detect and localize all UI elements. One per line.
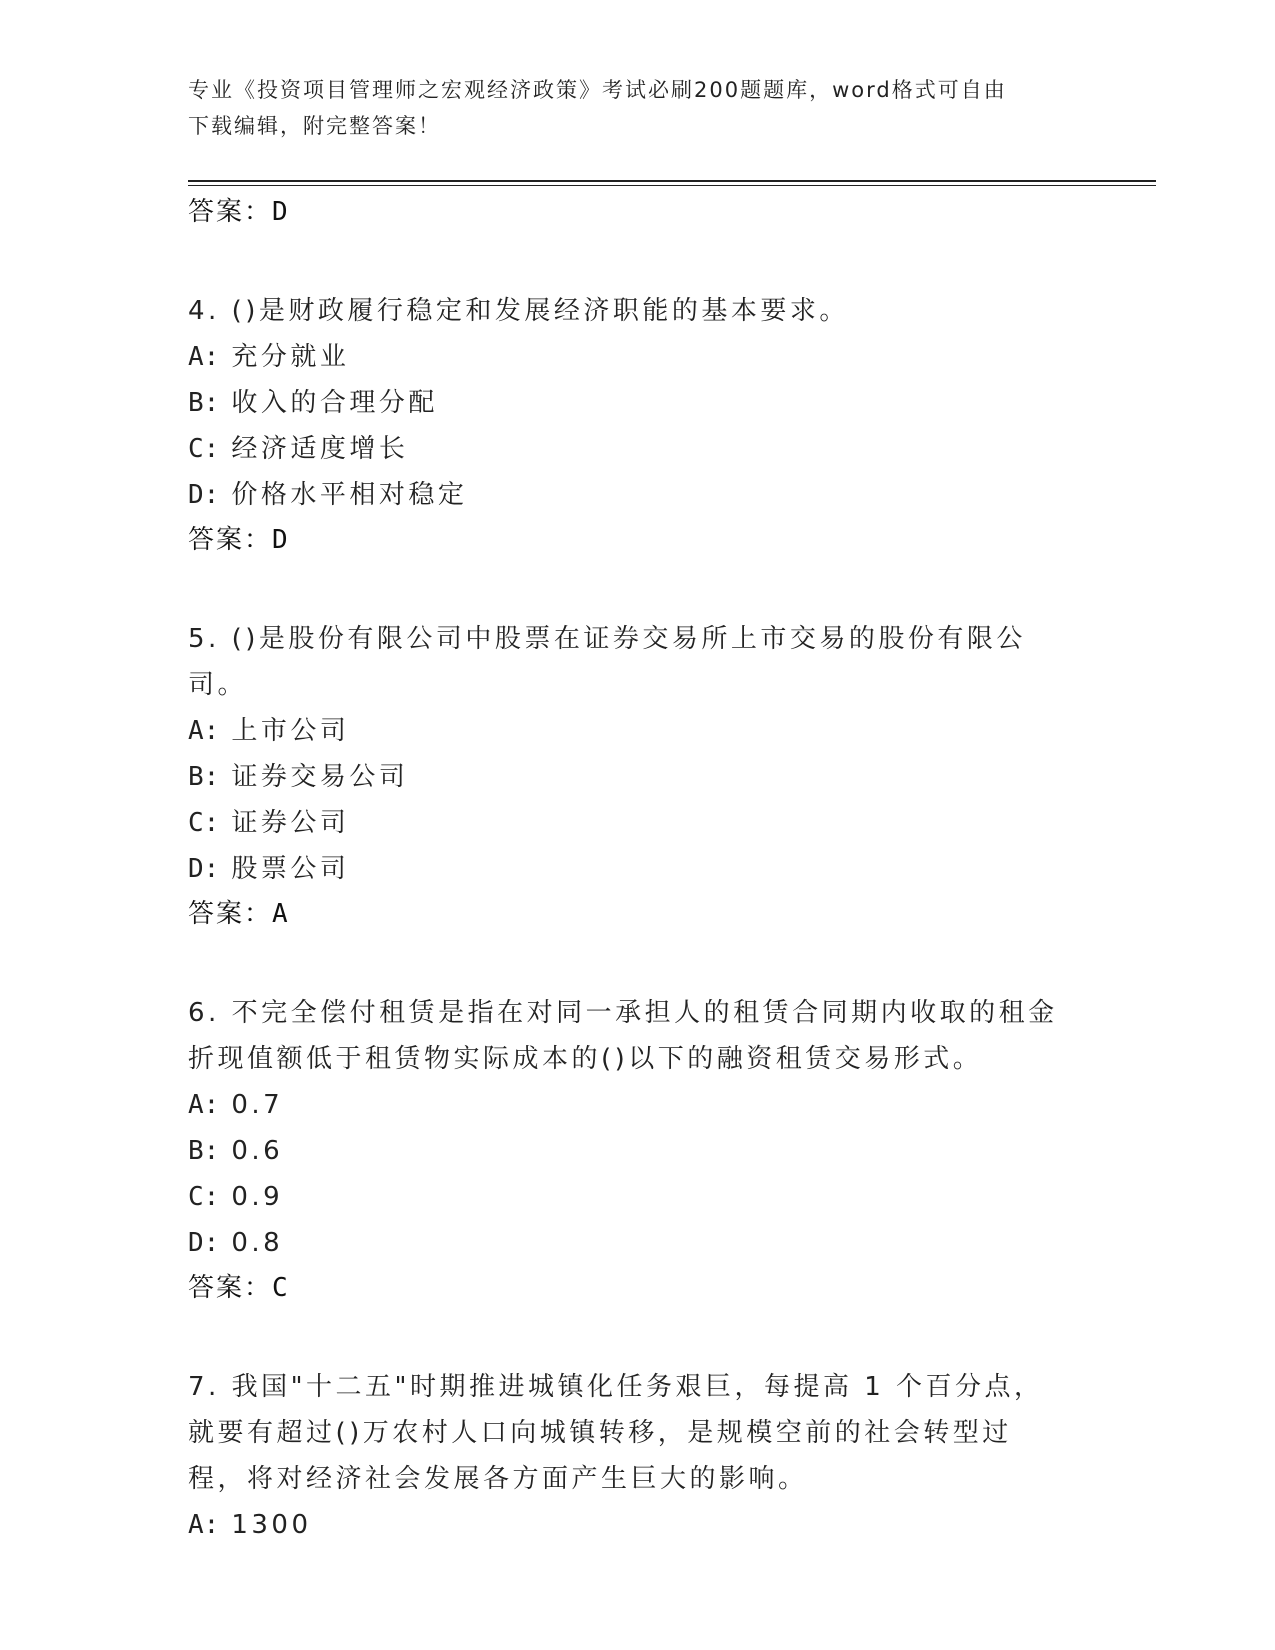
answer-label: 答案：	[188, 1273, 273, 1303]
option-text: 充分就业	[231, 342, 350, 372]
question-block	[188, 990, 1068, 1316]
option-text: 价格水平相对稳定	[231, 480, 468, 510]
option-key: D:	[188, 480, 220, 510]
option-key: A:	[188, 1090, 220, 1120]
option-text: 0.8	[231, 1228, 284, 1258]
option-key: C:	[188, 1182, 220, 1212]
option-key: A:	[188, 716, 220, 746]
option-text: 0.6	[231, 1136, 284, 1166]
option-b	[188, 754, 1068, 800]
answer-label: 答案：	[188, 525, 273, 555]
option-a	[188, 1502, 1068, 1548]
answer-line	[188, 892, 1068, 942]
option-c	[188, 426, 1068, 472]
option-key: B:	[188, 388, 220, 418]
option-c	[188, 800, 1068, 846]
option-text: 0.9	[231, 1182, 284, 1212]
header-line-2: 下载编辑，附完整答案！	[188, 114, 441, 138]
answer-line	[188, 190, 1068, 240]
option-text: 证券交易公司	[231, 762, 409, 792]
question-stem: 4. ()是财政履行稳定和发展经济职能的基本要求。	[188, 296, 849, 326]
question-block	[188, 616, 1068, 942]
option-key: A:	[188, 342, 220, 372]
answer-value: D	[272, 197, 290, 227]
answer-label: 答案：	[188, 197, 273, 227]
answer-value: D	[272, 525, 290, 555]
option-key: C:	[188, 434, 220, 464]
question-block	[188, 288, 1068, 568]
option-key: D:	[188, 854, 220, 884]
option-text: 1300	[231, 1510, 312, 1540]
answer-label: 答案：	[188, 899, 273, 929]
option-text: 收入的合理分配	[231, 388, 438, 418]
answer-value: A	[272, 899, 290, 929]
option-text: 上市公司	[231, 716, 350, 746]
option-b	[188, 1128, 1068, 1174]
option-d	[188, 1220, 1068, 1266]
option-text: 0.7	[231, 1090, 284, 1120]
option-text: 证券公司	[231, 808, 350, 838]
option-a	[188, 708, 1068, 754]
option-text: 经济适度增长	[231, 434, 409, 464]
question-stem: 7. 我国"十二五"时期推进城镇化任务艰巨，每提高 1 个百分点，就要有超过()万农村人口向城镇转移，是规模空前的社会转型过程，将对经济社会发展各方面产生巨大的影响。	[188, 1372, 1044, 1494]
option-b	[188, 380, 1068, 426]
option-key: B:	[188, 762, 220, 792]
option-d	[188, 846, 1068, 892]
question-stem: 5. ()是股份有限公司中股票在证券交易所上市交易的股份有限公司。	[188, 624, 1026, 700]
header-rule-thin	[188, 185, 1156, 186]
question-stem: 6. 不完全偿付租赁是指在对同一承担人的租赁合同期内收取的租金折现值额低于租赁物实际成本的()以下的融资租赁交易形式。	[188, 998, 1058, 1074]
answer-line	[188, 518, 1068, 568]
option-key: C:	[188, 808, 220, 838]
option-key: A:	[188, 1510, 220, 1540]
option-d	[188, 472, 1068, 518]
header-line-1: 专业《投资项目管理师之宏观经济政策》考试必刷200题题库，word格式可自由	[188, 78, 1007, 102]
option-key: B:	[188, 1136, 220, 1166]
option-a	[188, 334, 1068, 380]
document-body	[188, 190, 1068, 1548]
option-a	[188, 1082, 1068, 1128]
option-c	[188, 1174, 1068, 1220]
answer-line	[188, 1266, 1068, 1316]
option-key: D:	[188, 1228, 220, 1258]
option-text: 股票公司	[231, 854, 350, 884]
document-header	[188, 72, 1088, 144]
question-block	[188, 1364, 1068, 1548]
header-rule-thick	[188, 180, 1156, 182]
answer-value: C	[272, 1273, 290, 1303]
